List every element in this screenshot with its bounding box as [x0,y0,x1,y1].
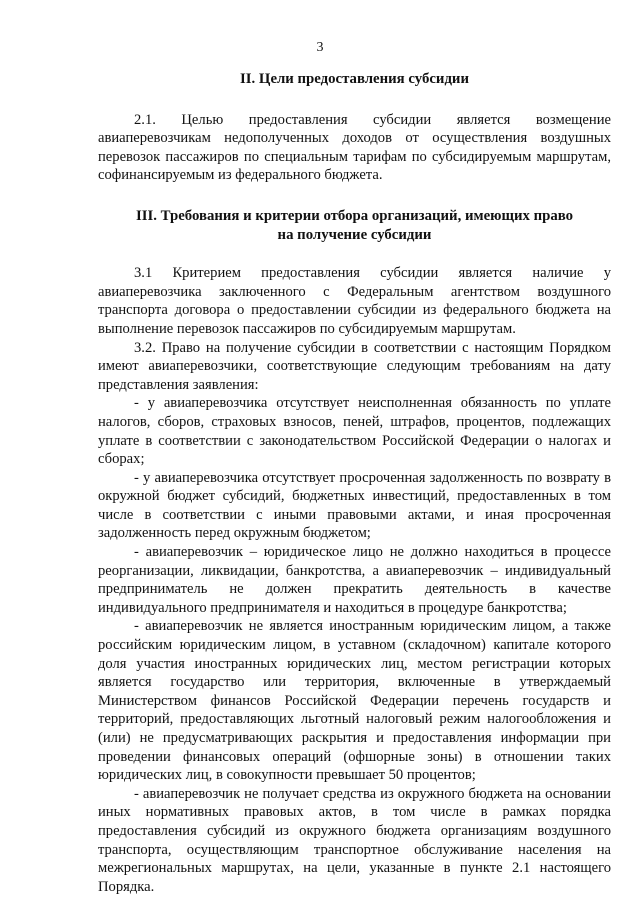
document-body [98,64,611,896]
requirement-item-foreign-entity: - авиаперевозчик не является иностранным юридическим лицом, а также российским юридическим лицом, в уставном (складочном) капитале которого доля участия иностранных юридических лиц, местом регистрации которых является государство или территория, включенные в утверждаемый Министерством финансов Российской Федерации перечень государств и территорий, предоставляющих льготный налоговый режим налогообложения и (или) не предусматривающих раскрытия и предоставления информации при проведении финансовых операций (офшорные зоны) в отношении таких юридических лиц, в совокупности превышает 50 процентов; [98,618,611,784]
requirement-item-debt: - у авиаперевозчика отсутствует просроченная задолженность по возврату в окружной бюджет субсидий, бюджетных инвестиций, предоставленных в том числе в соответствии с иными правовыми актами, и иная просроченная задолженность перед окружным бюджетом; [98,469,611,542]
paragraph-3-1: 3.1 Критерием предоставления субсидии является наличие у авиаперевозчика заключенного с Федеральным агентством воздушного транспорта договора о предоставлении субсидии из федерального бюджета на выполнение перевозок пассажиров по субсидируемым маршрутам. [98,265,611,337]
requirement-item-reorganization: - авиаперевозчик – юридическое лицо не должно находиться в процессе реорганизации, ликвидации, банкротства, а авиаперевозчик – индивидуальный предприниматель не должен прекратить деятельность в качестве индивидуального предпринимателя и находиться в процедуре банкротства; [98,544,611,616]
paragraph-2-1: 2.1. Целью предоставления субсидии является возмещение авиаперевозчикам недополученных доходов от осуществления воздушных перевозок пассажиров по специальным тарифам по субсидируемым маршрутам, софинансируемым из федерального бюджета. [98,111,611,184]
section-2-heading: II. Цели предоставления субсидии [240,71,469,87]
section-3-heading [98,207,611,244]
paragraph-3-2: 3.2. Право на получение субсидии в соответствии с настоящим Порядком имеют авиаперевозчики, соответствующие следующим требованиям на дату представления заявления: [98,339,611,393]
section-3-heading-line-1: III. Требования и критерии отбора организаций, имеющих право [135,207,574,224]
section-3-heading-line-2: на получение субсидии [277,226,432,243]
page-number: 3 [316,40,324,55]
requirement-item-taxes: - у авиаперевозчика отсутствует неисполненная обязанность по уплате налогов, сборов, страховых взносов, пеней, штрафов, процентов, подлежащих уплате в соответствии с законодательством Российской Федерации о налогах и сборах; [98,395,611,468]
requirement-item-other-funding: - авиаперевозчик не получает средства из окружного бюджета на основании иных нормативных правовых актов, в том числе в рамках порядка предоставления субсидий из окружного бюджета организациям воздушного транспорта, осуществляющим транспортное обслуживание населения на межрегиональных маршрутах, на цели, указанные в пункте 2.1 настоящего Порядка. [98,785,611,895]
